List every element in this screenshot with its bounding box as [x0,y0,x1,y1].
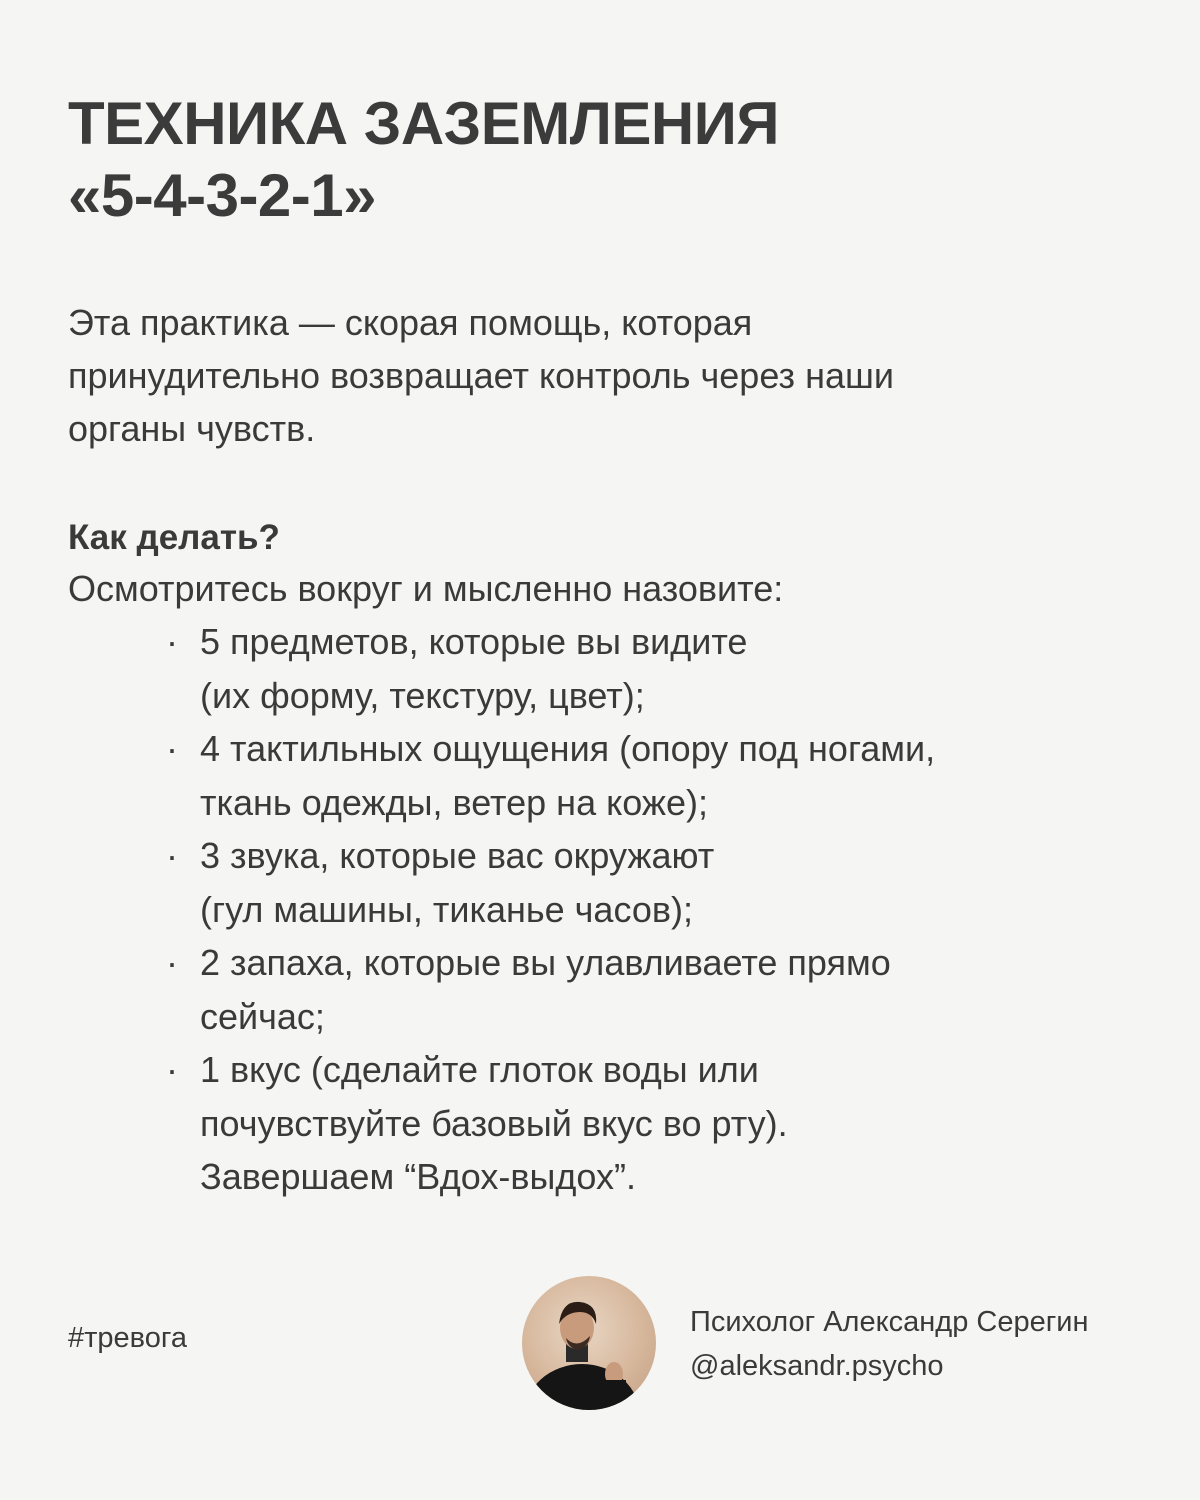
bullet: · [166,728,178,769]
list-item [0,722,1200,829]
person-photo-icon [522,1276,656,1410]
intro-line: органы чувств. [68,408,316,449]
bullet: · [166,1049,178,1090]
steps-list [0,615,1200,1204]
bullet: · [166,835,178,876]
bullet: · [166,621,178,662]
intro-paragraph [68,296,1148,455]
avatar[interactable] [522,1276,656,1410]
step-line: Завершаем “Вдох-выдох”. [200,1156,637,1197]
step-line: ткань одежды, ветер на коже); [200,781,708,823]
bullet: · [166,942,178,983]
step-line: 1 вкус (сделайте глоток воды или [200,1049,759,1090]
step-line: 3 звука, которые вас окружают [200,835,715,876]
intro-line: Эта практика — скорая помощь, которая [68,302,753,343]
list-item [0,615,1200,722]
hashtag-link[interactable]: #тревога [68,1322,187,1354]
howto-heading: Как делать? [68,518,280,557]
howto-lead: Осмотритесь вокруг и мысленно назовите: [68,568,784,609]
list-item [0,936,1200,1043]
step-line: 4 тактильных ощущения (опору под ногами, [200,728,936,769]
list-item [0,1043,1200,1204]
title-line-1: ТЕХНИКА ЗАЗЕМЛЕНИЯ [68,90,779,157]
step-line: (их форму, текстуру, цвет); [200,674,645,716]
step-line: почувствуйте базовый вкус во рту). [200,1102,788,1144]
author-name: Психолог Александр Серегин [690,1306,1089,1338]
step-line: (гул машины, тиканье часов); [200,888,693,930]
title-line-2: «5-4-3-2-1» [68,162,377,229]
step-line: сейчас; [200,995,325,1037]
step-line: 2 запаха, которые вы улавливаете прямо [200,942,891,983]
intro-line: принудительно возвращает контроль через наши [68,355,894,396]
author-handle-link[interactable]: @aleksandr.psycho [690,1350,944,1382]
step-line: 5 предметов, которые вы видите [200,621,748,662]
list-item [0,829,1200,936]
page-title [68,88,1128,232]
